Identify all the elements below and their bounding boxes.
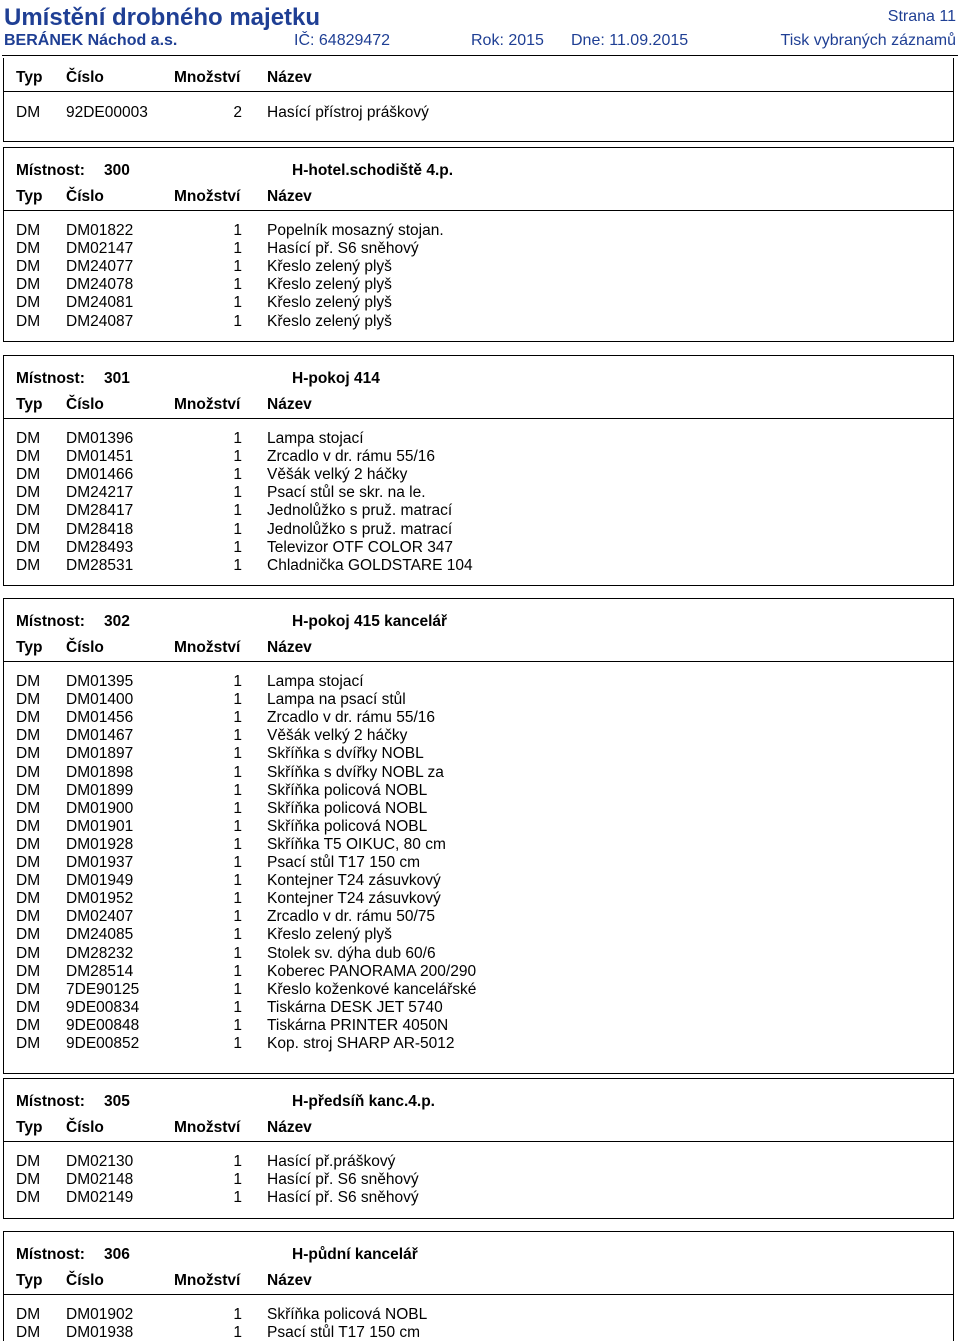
row-nazev: Skříňka policová NOBL bbox=[267, 781, 428, 799]
room-number: 301 bbox=[104, 370, 130, 387]
row-typ: DM bbox=[16, 1153, 41, 1170]
row-qty: 1 bbox=[233, 1035, 242, 1052]
table-row bbox=[4, 240, 953, 258]
print-filter: Tisk vybraných záznamů bbox=[780, 32, 956, 49]
table-row bbox=[4, 222, 953, 240]
row-qty: 1 bbox=[233, 745, 242, 763]
report-title: Umístění drobného majetku bbox=[4, 4, 321, 31]
room-number: 300 bbox=[104, 162, 130, 179]
room-header bbox=[4, 1246, 953, 1264]
table-row bbox=[4, 836, 953, 854]
table-row bbox=[4, 963, 953, 981]
table-row bbox=[4, 502, 953, 520]
row-nazev: Lampa stojací bbox=[267, 430, 364, 447]
company-id: IČ: 64829472 bbox=[294, 32, 391, 49]
col-cislo: Číslo bbox=[66, 1119, 104, 1136]
row-typ: DM bbox=[16, 926, 41, 944]
col-mnozstvi: Množství bbox=[174, 69, 241, 86]
col-mnozstvi: Množství bbox=[174, 639, 241, 656]
row-qty: 1 bbox=[233, 520, 242, 538]
row-qty: 1 bbox=[233, 430, 242, 447]
row-cislo: DM24217 bbox=[66, 484, 134, 502]
column-header bbox=[4, 1119, 953, 1137]
table-row bbox=[4, 981, 953, 999]
row-cislo: DM01898 bbox=[66, 763, 134, 781]
room-number: 305 bbox=[104, 1093, 130, 1110]
col-mnozstvi: Množství bbox=[174, 1119, 241, 1136]
row-cislo: DM01456 bbox=[66, 709, 134, 727]
row-cislo: DM01451 bbox=[66, 448, 134, 466]
row-qty: 1 bbox=[233, 240, 242, 258]
row-nazev: Tiskárna DESK JET 5740 bbox=[267, 998, 443, 1016]
col-mnozstvi: Množství bbox=[174, 1272, 241, 1289]
col-typ: Typ bbox=[16, 1272, 43, 1289]
row-typ: DM bbox=[16, 104, 41, 121]
table-row bbox=[4, 800, 953, 818]
row-cislo: DM02130 bbox=[66, 1153, 134, 1170]
row-typ: DM bbox=[16, 835, 41, 853]
row-qty: 1 bbox=[233, 691, 242, 709]
row-nazev: Jednolůžko s pruž. matrací bbox=[267, 502, 453, 520]
row-typ: DM bbox=[16, 312, 41, 330]
row-nazev: Stolek sv. dýha dub 60/6 bbox=[267, 944, 436, 962]
row-nazev: Skříňka s dvířky NOBL bbox=[267, 745, 424, 763]
row-typ: DM bbox=[16, 781, 41, 799]
row-nazev: Chladnička GOLDSTARE 104 bbox=[267, 556, 473, 574]
column-header bbox=[4, 1272, 953, 1290]
row-qty: 1 bbox=[233, 1016, 242, 1034]
room-section bbox=[3, 1078, 954, 1219]
row-qty: 1 bbox=[233, 980, 242, 998]
row-typ: DM bbox=[16, 240, 41, 258]
row-qty: 1 bbox=[233, 781, 242, 799]
table-row bbox=[4, 539, 953, 557]
row-qty: 1 bbox=[233, 466, 242, 484]
column-header bbox=[4, 188, 953, 206]
row-cislo: DM01938 bbox=[66, 1324, 134, 1342]
row-cislo: 92DE00003 bbox=[66, 104, 148, 121]
header-divider bbox=[2, 55, 958, 56]
table-row bbox=[4, 1035, 953, 1053]
row-cislo: DM01899 bbox=[66, 781, 134, 799]
table-row bbox=[4, 258, 953, 276]
row-cislo: DM01897 bbox=[66, 745, 134, 763]
row-nazev: Hasící př. S6 sněhový bbox=[267, 1171, 419, 1189]
row-qty: 1 bbox=[233, 556, 242, 574]
row-cislo: DM28418 bbox=[66, 520, 134, 538]
row-qty: 1 bbox=[233, 294, 242, 312]
row-nazev: Skříňka policová NOBL bbox=[267, 1306, 428, 1323]
row-nazev: Křeslo zelený plyš bbox=[267, 294, 392, 312]
row-cislo: DM01937 bbox=[66, 854, 134, 871]
row-cislo: DM24078 bbox=[66, 276, 134, 294]
row-typ: DM bbox=[16, 673, 41, 690]
room-name: H-půdní kancelář bbox=[292, 1246, 418, 1263]
table-row bbox=[4, 745, 953, 763]
row-typ: DM bbox=[16, 709, 41, 727]
column-header-divider bbox=[4, 210, 953, 211]
row-nazev: Zrcadlo v dr. rámu 50/75 bbox=[267, 908, 435, 926]
row-typ: DM bbox=[16, 502, 41, 520]
table-row bbox=[4, 276, 953, 294]
row-qty: 1 bbox=[233, 258, 242, 276]
table-row bbox=[4, 926, 953, 944]
table-row bbox=[4, 945, 953, 963]
room-label: Místnost: bbox=[16, 162, 85, 179]
row-qty: 1 bbox=[233, 817, 242, 835]
col-cislo: Číslo bbox=[66, 396, 104, 413]
row-cislo: DM01466 bbox=[66, 466, 134, 484]
row-cislo: DM28514 bbox=[66, 962, 134, 980]
col-typ: Typ bbox=[16, 1119, 43, 1136]
row-nazev: Psací stůl T17 150 cm bbox=[267, 854, 421, 871]
row-qty: 1 bbox=[233, 502, 242, 520]
row-qty: 1 bbox=[233, 1153, 242, 1170]
row-qty: 1 bbox=[233, 799, 242, 817]
room-name: H-hotel.schodiště 4.p. bbox=[292, 162, 454, 179]
room-header bbox=[4, 1093, 953, 1111]
row-qty: 1 bbox=[233, 908, 242, 926]
column-header-divider bbox=[4, 661, 953, 662]
table-row bbox=[4, 764, 953, 782]
row-cislo: DM02148 bbox=[66, 1171, 134, 1189]
row-qty: 1 bbox=[233, 484, 242, 502]
row-typ: DM bbox=[16, 1306, 41, 1323]
row-cislo: DM02149 bbox=[66, 1189, 134, 1207]
table-row bbox=[4, 1153, 953, 1171]
room-header bbox=[4, 613, 953, 631]
row-cislo: DM01900 bbox=[66, 799, 134, 817]
row-typ: DM bbox=[16, 1016, 41, 1034]
row-nazev: Křeslo zelený plyš bbox=[267, 258, 392, 276]
row-typ: DM bbox=[16, 520, 41, 538]
row-typ: DM bbox=[16, 872, 41, 890]
row-qty: 1 bbox=[233, 1306, 242, 1323]
row-qty: 1 bbox=[233, 709, 242, 727]
room-section bbox=[3, 355, 954, 586]
row-qty: 1 bbox=[233, 872, 242, 890]
row-cislo: DM24087 bbox=[66, 312, 134, 330]
row-cislo: DM01822 bbox=[66, 222, 134, 239]
row-nazev: Skříňka policová NOBL bbox=[267, 817, 428, 835]
col-cislo: Číslo bbox=[66, 639, 104, 656]
col-mnozstvi: Množství bbox=[174, 188, 241, 205]
row-typ: DM bbox=[16, 222, 41, 239]
row-typ: DM bbox=[16, 430, 41, 447]
row-nazev: Tiskárna PRINTER 4050N bbox=[267, 1016, 449, 1034]
row-nazev: Psací stůl se skr. na le. bbox=[267, 484, 426, 502]
row-qty: 1 bbox=[233, 1324, 242, 1342]
row-nazev: Zrcadlo v dr. rámu 55/16 bbox=[267, 448, 435, 466]
room-header bbox=[4, 162, 953, 180]
row-typ: DM bbox=[16, 294, 41, 312]
row-qty: 1 bbox=[233, 538, 242, 556]
row-typ: DM bbox=[16, 1324, 41, 1342]
room-name: H-pokoj 415 kancelář bbox=[292, 613, 448, 630]
row-cislo: 9DE00848 bbox=[66, 1016, 140, 1034]
table-row bbox=[4, 1171, 953, 1189]
table-row bbox=[4, 727, 953, 745]
page-header bbox=[4, 0, 956, 58]
table-row bbox=[4, 782, 953, 800]
row-typ: DM bbox=[16, 944, 41, 962]
row-nazev: Křeslo zelený plyš bbox=[267, 312, 392, 330]
row-typ: DM bbox=[16, 890, 41, 908]
room-label: Místnost: bbox=[16, 613, 85, 630]
col-mnozstvi: Množství bbox=[174, 396, 241, 413]
table-row bbox=[4, 104, 953, 122]
table-row bbox=[4, 1189, 953, 1207]
row-typ: DM bbox=[16, 998, 41, 1016]
row-qty: 1 bbox=[233, 673, 242, 690]
company-name: BERÁNEK Náchod a.s. bbox=[4, 32, 178, 49]
row-typ: DM bbox=[16, 691, 41, 709]
row-qty: 1 bbox=[233, 890, 242, 908]
row-nazev: Hasící př.práškový bbox=[267, 1153, 396, 1170]
row-qty: 1 bbox=[233, 448, 242, 466]
row-cislo: DM01396 bbox=[66, 430, 134, 447]
row-nazev: Kontejner T24 zásuvkový bbox=[267, 872, 441, 890]
row-cislo: DM28531 bbox=[66, 556, 134, 574]
row-cislo: 9DE00852 bbox=[66, 1035, 140, 1052]
row-cislo: DM02407 bbox=[66, 908, 134, 926]
row-typ: DM bbox=[16, 448, 41, 466]
row-typ: DM bbox=[16, 908, 41, 926]
row-typ: DM bbox=[16, 745, 41, 763]
row-nazev: Hasící přístroj práškový bbox=[267, 104, 429, 121]
col-typ: Typ bbox=[16, 188, 43, 205]
row-typ: DM bbox=[16, 817, 41, 835]
row-typ: DM bbox=[16, 763, 41, 781]
table-row bbox=[4, 691, 953, 709]
table-row bbox=[4, 673, 953, 691]
row-nazev: Lampa na psací stůl bbox=[267, 691, 406, 709]
row-cislo: DM01395 bbox=[66, 673, 134, 690]
row-typ: DM bbox=[16, 258, 41, 276]
room-header bbox=[4, 370, 953, 388]
col-cislo: Číslo bbox=[66, 188, 104, 205]
row-typ: DM bbox=[16, 538, 41, 556]
row-nazev: Křeslo zelený plyš bbox=[267, 276, 392, 294]
row-cislo: DM01928 bbox=[66, 835, 134, 853]
row-cislo: DM28493 bbox=[66, 538, 134, 556]
row-cislo: DM01949 bbox=[66, 872, 134, 890]
row-nazev: Kontejner T24 zásuvkový bbox=[267, 890, 441, 908]
room-label: Místnost: bbox=[16, 1246, 85, 1263]
report-date: Dne: 11.09.2015 bbox=[571, 32, 689, 49]
header-info-line bbox=[4, 32, 956, 50]
row-typ: DM bbox=[16, 727, 41, 745]
row-qty: 2 bbox=[233, 104, 242, 121]
col-nazev: Název bbox=[267, 188, 312, 205]
col-typ: Typ bbox=[16, 396, 43, 413]
row-cislo: DM24081 bbox=[66, 294, 134, 312]
col-typ: Typ bbox=[16, 69, 43, 86]
page-number: Strana 11 bbox=[887, 8, 956, 25]
row-cislo: DM02147 bbox=[66, 240, 134, 258]
col-nazev: Název bbox=[267, 1272, 312, 1289]
row-typ: DM bbox=[16, 854, 41, 871]
row-typ: DM bbox=[16, 962, 41, 980]
row-cislo: DM28232 bbox=[66, 944, 134, 962]
room-number: 306 bbox=[104, 1246, 130, 1263]
row-nazev: Křeslo zelený plyš bbox=[267, 926, 392, 944]
row-qty: 1 bbox=[233, 1171, 242, 1189]
table-row bbox=[4, 557, 953, 575]
column-header-divider bbox=[4, 1294, 953, 1295]
table-row bbox=[4, 313, 953, 331]
row-nazev: Popelník mosazný stojan. bbox=[267, 222, 444, 239]
room-section bbox=[3, 1231, 954, 1341]
room-name: H-pokoj 414 bbox=[292, 370, 380, 387]
room-number: 302 bbox=[104, 613, 130, 630]
row-cislo: DM01901 bbox=[66, 817, 134, 835]
col-cislo: Číslo bbox=[66, 69, 104, 86]
row-qty: 1 bbox=[233, 312, 242, 330]
row-qty: 1 bbox=[233, 276, 242, 294]
continuation-section bbox=[3, 58, 954, 142]
table-row bbox=[4, 1017, 953, 1035]
col-nazev: Název bbox=[267, 396, 312, 413]
column-header-divider bbox=[4, 1141, 953, 1142]
row-cislo: DM01400 bbox=[66, 691, 134, 709]
row-qty: 1 bbox=[233, 926, 242, 944]
row-nazev: Zrcadlo v dr. rámu 55/16 bbox=[267, 709, 435, 727]
row-nazev: Věšák velký 2 háčky bbox=[267, 466, 408, 484]
row-typ: DM bbox=[16, 484, 41, 502]
row-qty: 1 bbox=[233, 835, 242, 853]
row-qty: 1 bbox=[233, 998, 242, 1016]
row-nazev: Televizor OTF COLOR 347 bbox=[267, 538, 454, 556]
room-section bbox=[3, 147, 954, 342]
table-row bbox=[4, 430, 953, 448]
row-nazev: Lampa stojací bbox=[267, 673, 364, 690]
column-header-divider bbox=[4, 418, 953, 419]
row-cislo: 9DE00834 bbox=[66, 998, 140, 1016]
col-nazev: Název bbox=[267, 69, 312, 86]
row-nazev: Hasící př. S6 sněhový bbox=[267, 240, 419, 258]
column-header bbox=[4, 639, 953, 657]
table-row bbox=[4, 466, 953, 484]
row-typ: DM bbox=[16, 556, 41, 574]
row-nazev: Hasící př. S6 sněhový bbox=[267, 1189, 419, 1207]
table-row bbox=[4, 1324, 953, 1342]
table-row bbox=[4, 908, 953, 926]
report-year: Rok: 2015 bbox=[471, 32, 544, 49]
row-cislo: DM01467 bbox=[66, 727, 134, 745]
row-typ: DM bbox=[16, 799, 41, 817]
table-row bbox=[4, 999, 953, 1017]
row-nazev: Věšák velký 2 háčky bbox=[267, 727, 408, 745]
table-row bbox=[4, 854, 953, 872]
row-qty: 1 bbox=[233, 1189, 242, 1207]
row-cislo: DM28417 bbox=[66, 502, 134, 520]
row-nazev: Psací stůl T17 150 cm bbox=[267, 1324, 421, 1342]
row-cislo: DM01902 bbox=[66, 1306, 134, 1323]
row-cislo: DM24077 bbox=[66, 258, 134, 276]
row-cislo: 7DE90125 bbox=[66, 980, 140, 998]
room-label: Místnost: bbox=[16, 370, 85, 387]
table-row bbox=[4, 818, 953, 836]
room-label: Místnost: bbox=[16, 1093, 85, 1110]
table-row bbox=[4, 709, 953, 727]
row-cislo: DM24085 bbox=[66, 926, 134, 944]
table-row bbox=[4, 521, 953, 539]
row-typ: DM bbox=[16, 980, 41, 998]
row-typ: DM bbox=[16, 466, 41, 484]
row-nazev: Koberec PANORAMA 200/290 bbox=[267, 962, 477, 980]
row-nazev: Skříňka T5 OIKUC, 80 cm bbox=[267, 835, 446, 853]
row-qty: 1 bbox=[233, 962, 242, 980]
column-header-divider bbox=[4, 91, 953, 92]
table-row bbox=[4, 1306, 953, 1324]
room-section bbox=[3, 598, 954, 1074]
table-row bbox=[4, 448, 953, 466]
row-qty: 1 bbox=[233, 763, 242, 781]
row-typ: DM bbox=[16, 1171, 41, 1189]
row-nazev: Skříňka s dvířky NOBL za bbox=[267, 763, 444, 781]
row-nazev: Skříňka policová NOBL bbox=[267, 799, 428, 817]
col-cislo: Číslo bbox=[66, 1272, 104, 1289]
row-nazev: Jednolůžko s pruž. matrací bbox=[267, 520, 453, 538]
row-typ: DM bbox=[16, 1035, 41, 1052]
col-typ: Typ bbox=[16, 639, 43, 656]
col-nazev: Název bbox=[267, 1119, 312, 1136]
table-row bbox=[4, 890, 953, 908]
room-name: H-předsíň kanc.4.p. bbox=[292, 1093, 435, 1110]
column-header bbox=[4, 396, 953, 414]
row-typ: DM bbox=[16, 276, 41, 294]
row-nazev: Kop. stroj SHARP AR-5012 bbox=[267, 1035, 455, 1052]
column-header bbox=[4, 69, 953, 87]
col-nazev: Název bbox=[267, 639, 312, 656]
row-qty: 1 bbox=[233, 727, 242, 745]
table-row bbox=[4, 484, 953, 502]
table-row bbox=[4, 872, 953, 890]
row-cislo: DM01952 bbox=[66, 890, 134, 908]
row-qty: 1 bbox=[233, 222, 242, 239]
row-nazev: Křeslo koženkové kancelářské bbox=[267, 980, 477, 998]
row-qty: 1 bbox=[233, 854, 242, 871]
table-row bbox=[4, 294, 953, 312]
row-qty: 1 bbox=[233, 944, 242, 962]
row-typ: DM bbox=[16, 1189, 41, 1207]
